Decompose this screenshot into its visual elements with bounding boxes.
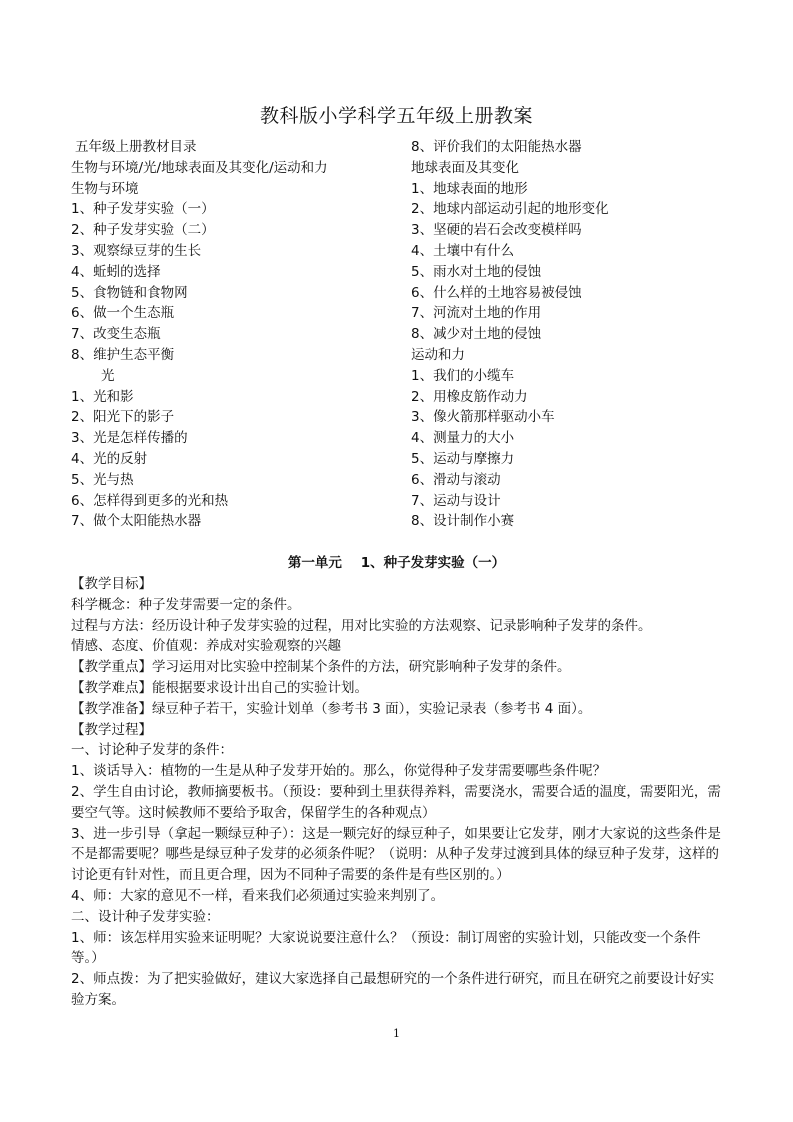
toc-item: 7、改变生态瓶	[71, 326, 161, 343]
body-paragraph: 【教学重点】学习运用对比实验中控制某个条件的方法，研究影响种子发芽的条件。	[71, 659, 571, 676]
body-paragraph: 3、进一步引导（拿起一颗绿豆种子）：这是一颗完好的绿豆种子，如果要让它发芽，刚才大家说的这些条件是不是都需要呢？哪些是绿豆种子发芽的必须条件呢？（说明：从种子发芽过渡到具体的绿豆种子发芽，这样的讨论更有针对性，而且更合理，因为不同种子需要的条件是有些区别的。）	[71, 825, 721, 884]
toc-item: 6、怎样得到更多的光和热	[71, 492, 229, 509]
lesson-body	[71, 574, 726, 1011]
toc-item: 3、像火箭那样驱动小车	[411, 409, 555, 426]
section-label: 【教学过程】	[71, 721, 152, 738]
body-paragraph: 【教学准备】绿豆种子若干，实验计划单（参考书 3 面），实验记录表（参考书 4 面）。	[71, 700, 592, 717]
lesson-heading: 第一单元 1、种子发芽实验（一）	[287, 555, 506, 571]
toc-item: 4、土壤中有什么	[411, 242, 515, 259]
toc-item: 5、雨水对土地的侵蚀	[411, 263, 542, 280]
body-paragraph: 过程与方法：经历设计种子发芽实验的过程，用对比实验的方法观察、记录影响种子发芽的条件。	[71, 617, 652, 634]
toc-item: 6、做一个生态瓶	[71, 305, 175, 322]
toc-right-column	[411, 137, 731, 532]
toc-item: 4、光的反射	[71, 450, 148, 467]
toc-item: 3、坚硬的岩石会改变模样吗	[411, 222, 582, 239]
toc-item: 5、运动与摩擦力	[411, 450, 515, 467]
page-number: 1	[393, 1027, 400, 1040]
toc-item: 2、阳光下的影子	[71, 409, 175, 426]
toc-item: 5、食物链和食物网	[71, 284, 188, 301]
toc-item: 7、河流对土地的作用	[411, 305, 542, 322]
toc-item: 7、做个太阳能热水器	[71, 513, 202, 530]
toc-item: 7、运动与设计	[411, 492, 501, 509]
toc-item: 1、光和影	[71, 388, 134, 405]
toc-item: 1、种子发芽实验（一）	[71, 201, 215, 218]
toc-item: 8、评价我们的太阳能热水器	[411, 139, 582, 155]
body-paragraph: 科学概念：种子发芽需要一定的条件。	[71, 596, 301, 613]
toc-unit-title: 地球表面及其变化	[411, 159, 519, 176]
body-paragraph: 2、师点拨：为了把实验做好，建议大家选择自己最想研究的一个条件进行研究，而且在研究之前要设计好实验方案。	[71, 971, 715, 1008]
toc-unit-list: 生物与环境/光/地球表面及其变化/运动和力	[71, 159, 328, 176]
toc-item: 2、地球内部运动引起的地形变化	[411, 201, 609, 218]
toc-item: 6、什么样的土地容易被侵蚀	[411, 284, 582, 301]
section-label: 【教学目标】	[71, 576, 152, 592]
toc-item: 8、维护生态平衡	[71, 346, 175, 363]
body-paragraph: 【教学难点】能根据要求设计出自己的实验计划。	[71, 679, 368, 696]
body-paragraph: 1、谈话导入：植物的一生是从种子发芽开始的。那么，你觉得种子发芽需要哪些条件呢？	[71, 763, 607, 780]
toc-item: 6、滑动与滚动	[411, 471, 501, 488]
toc-item: 3、光是怎样传播的	[71, 430, 188, 447]
toc-item: 5、光与热	[71, 471, 134, 488]
toc-item: 1、地球表面的地形	[411, 180, 528, 197]
toc-item: 8、减少对土地的侵蚀	[411, 326, 542, 343]
body-paragraph: 情感、态度、价值观：养成对实验观察的兴趣	[71, 638, 341, 655]
toc-unit-title: 运动和力	[411, 346, 465, 363]
toc-item: 4、蚯蚓的选择	[71, 263, 161, 280]
toc-item: 3、观察绿豆芽的生长	[71, 242, 202, 259]
body-paragraph: 1、师：该怎样用实验来证明呢？大家说说要注意什么？（预设：制订周密的实验计划，只能改变一个条件等。）	[71, 929, 701, 967]
toc-unit-title: 生物与环境	[71, 180, 139, 197]
body-paragraph: 二、设计种子发芽实验：	[71, 908, 220, 925]
toc-item: 8、设计制作小赛	[411, 513, 515, 530]
toc-heading: 五年级上册教材目录	[75, 139, 197, 155]
toc-unit-title: 光	[101, 367, 115, 384]
document-title: 教科版小学科学五年级上册教案	[259, 105, 533, 127]
body-paragraph: 一、讨论种子发芽的条件：	[71, 742, 233, 759]
toc-item: 4、测量力的大小	[411, 430, 515, 447]
body-paragraph: 4、师：大家的意见不一样，看来我们必须通过实验来判别了。	[71, 887, 445, 904]
toc-item: 2、种子发芽实验（二）	[71, 222, 215, 239]
toc-item: 2、用橡皮筋作动力	[411, 388, 528, 405]
toc-left-column	[71, 137, 371, 532]
toc-item: 1、我们的小缆车	[411, 367, 515, 384]
body-paragraph: 2、学生自由讨论，教师摘要板书。（预设：要种到土里获得养料，需要浇水，需要合适的温度，需要阳光，需要空气等。这时候教师不要给予取舍，保留学生的各种观点）	[71, 783, 721, 821]
